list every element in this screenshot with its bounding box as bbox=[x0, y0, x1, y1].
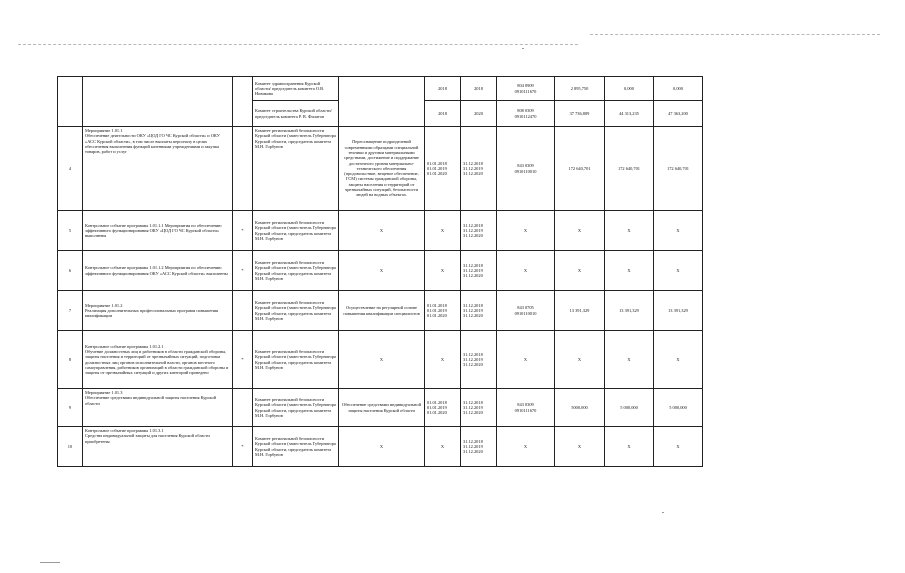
end-date-cell: 31.12.2018 31.12.2019 31.12.2020 bbox=[461, 291, 497, 331]
responsible-cell: Комитет региональной безопасности Курской области (заместитель Губернатора Курской области, председатель комитета М.Н. Горбунов bbox=[253, 389, 339, 427]
table-row bbox=[58, 427, 703, 467]
value-2018-cell: X bbox=[555, 427, 605, 467]
end-date-cell: 31.12.2018 31.12.2019 31.12.2020 bbox=[461, 251, 497, 291]
responsible-cell: Комитет региональной безопасности Курской области (заместитель Губернатора Курской области, председатель комитета М.Н. Горбунов bbox=[253, 291, 339, 331]
start-date-cell: 01.01.2018 01.01.2019 01.01.2020 bbox=[425, 127, 461, 211]
start-date-cell: X bbox=[425, 427, 461, 467]
start-date-cell: X bbox=[425, 331, 461, 389]
start-date-cell: X bbox=[425, 211, 461, 251]
event-cell: Мероприятие 1.01.1 Обеспечение деятельности ОКУ «ЦОД ГО ЧС Курской области» и ОКУ «АСС Курской области», в том числе выплаты персоналу в целях обеспечения выполнения функций казенными учреждениями и закупка товаров, работ и услуг bbox=[83, 127, 233, 211]
kbk-cell: 808 0309 0910112470 bbox=[497, 101, 555, 127]
table-row bbox=[58, 331, 703, 389]
scan-speck bbox=[40, 562, 60, 563]
event-cell: Контрольное событие программы 1.01.3.1 Средства индивидуальной защиты для населения Курской области приобретены bbox=[83, 427, 233, 467]
row-number: 10 bbox=[58, 427, 83, 467]
event-cell: Мероприятие 1.01.2 Реализация дополнительных профессиональных программ повышения квалификации bbox=[83, 291, 233, 331]
dash-cell bbox=[233, 389, 253, 427]
row-number: 4 bbox=[58, 127, 83, 211]
result-cell: X bbox=[339, 427, 425, 467]
end-date-cell: 31.12.2018 31.12.2019 31.12.2020 bbox=[461, 211, 497, 251]
responsible-cell: Комитет региональной безопасности Курской области (заместитель Губернатора Курской области, председатель комитета М.Н. Горбунов bbox=[253, 427, 339, 467]
responsible-cell: Комитет здравоохранения Курской области/ председатель комитета О.В. Новикова bbox=[253, 77, 339, 101]
end-date-cell: 31.12.2018 31.12.2019 31.12.2020 bbox=[461, 127, 497, 211]
value-2019-cell: 13 391,329 bbox=[605, 291, 654, 331]
kbk-cell: 843 0705 0910110010 bbox=[497, 291, 555, 331]
scan-speck bbox=[662, 512, 664, 513]
scan-speck bbox=[522, 48, 524, 49]
dash-cell bbox=[233, 291, 253, 331]
result-cell: X bbox=[339, 331, 425, 389]
value-2019-cell: X bbox=[605, 331, 654, 389]
value-2020-cell: X bbox=[654, 427, 703, 467]
start-year-cell: 2018 bbox=[425, 77, 461, 101]
kbk-cell: X bbox=[497, 427, 555, 467]
result-cell: Переоснащение подразделений современными образцами специальной техники и другими материальными средствами, достижение и поддержание достаточного уровня материально-технического обеспечения (продовольствие, вещевое обеспечение, ГСМ) системы гражданской обороны, защиты населения и территорий от чрезвычайных ситуаций, безопасности людей на водных объектах. bbox=[339, 127, 425, 211]
responsible-cell: Комитет строительства Курской области/ председатель комитета Р. В. Филатов bbox=[253, 101, 339, 127]
value-2018-cell: X bbox=[555, 331, 605, 389]
event-cell bbox=[83, 77, 233, 127]
value-2018-cell: X bbox=[555, 211, 605, 251]
value-2020-cell: 47 363,200 bbox=[654, 101, 703, 127]
end-date-cell: 31.12.2018 31.12.2019 31.12.2020 bbox=[461, 389, 497, 427]
end-date-cell: 31.12.2018 31.12.2019 31.12.2020 bbox=[461, 331, 497, 389]
row-number bbox=[58, 77, 83, 127]
dash-cell: * bbox=[233, 251, 253, 291]
result-cell: X bbox=[339, 251, 425, 291]
value-2018-cell: 5000,000 bbox=[555, 389, 605, 427]
value-2018-cell: 2 895,750 bbox=[555, 77, 605, 101]
kbk-cell: 804 0909 0910111670 bbox=[497, 77, 555, 101]
dash-cell bbox=[233, 127, 253, 211]
value-2018-cell: 37 736,809 bbox=[555, 101, 605, 127]
value-2020-cell: 5 000,000 bbox=[654, 389, 703, 427]
scan-artifact-line bbox=[590, 34, 880, 35]
value-2019-cell: 44 313,235 bbox=[605, 101, 654, 127]
event-cell: Контрольное событие программы 1.01.1.1 Мероприятия по обеспечению эффективного функционирования ОКУ «ЦОД ГО ЧС Курской области» выполнены bbox=[83, 211, 233, 251]
dash-cell: * bbox=[233, 427, 253, 467]
table-row bbox=[58, 77, 703, 101]
value-2019-cell: 5 000,000 bbox=[605, 389, 654, 427]
value-2018-cell: X bbox=[555, 251, 605, 291]
result-cell: Обеспечение средствами индивидуальной защиты населения Курской области bbox=[339, 389, 425, 427]
value-2019-cell: 172 640,701 bbox=[605, 127, 654, 211]
table-row bbox=[58, 389, 703, 427]
value-2020-cell: X bbox=[654, 211, 703, 251]
kbk-cell: 843 0309 0910110010 bbox=[497, 127, 555, 211]
row-number: 5 bbox=[58, 211, 83, 251]
end-date-cell: 31.12.2018 31.12.2019 31.12.2020 bbox=[461, 427, 497, 467]
result-cell bbox=[339, 77, 425, 127]
end-year-cell: 2018 bbox=[461, 77, 497, 101]
value-2020-cell: 172 640,701 bbox=[654, 127, 703, 211]
table-row bbox=[58, 291, 703, 331]
value-2018-cell: 13 391,329 bbox=[555, 291, 605, 331]
dash-cell: * bbox=[233, 211, 253, 251]
value-2020-cell: 13 391,329 bbox=[654, 291, 703, 331]
row-number: 9 bbox=[58, 389, 83, 427]
event-cell: Контрольное событие программы 1.01.1.2 Мероприятия по обеспечению эффективного функционирования ОКУ «АСС Курской области» выполнены bbox=[83, 251, 233, 291]
document-page bbox=[57, 76, 702, 469]
table-row bbox=[58, 127, 703, 211]
kbk-cell: X bbox=[497, 251, 555, 291]
start-date-cell: X bbox=[425, 251, 461, 291]
dash-cell: * bbox=[233, 331, 253, 389]
row-number: 6 bbox=[58, 251, 83, 291]
value-2019-cell: X bbox=[605, 251, 654, 291]
row-number: 8 bbox=[58, 331, 83, 389]
kbk-cell: X bbox=[497, 331, 555, 389]
end-year-cell: 2020 bbox=[461, 101, 497, 127]
event-cell: Мероприятие 1.01.3 Обеспечение средствами индивидуальной защиты населения Курской области bbox=[83, 389, 233, 427]
value-2018-cell: 172 640,701 bbox=[555, 127, 605, 211]
result-cell: Осуществление на регулярной основе повышения квалификации специалистов bbox=[339, 291, 425, 331]
responsible-cell: Комитет региональной безопасности Курской области (заместитель Губернатора Курской области, председатель комитета М.Н. Горбунов bbox=[253, 251, 339, 291]
responsible-cell: Комитет региональной безопасности Курской области (заместитель Губернатора Курской области, председатель комитета М.Н. Горбунов bbox=[253, 331, 339, 389]
value-2020-cell: X bbox=[654, 251, 703, 291]
kbk-cell: 843 0309 0910111670 bbox=[497, 389, 555, 427]
scan-artifact-line bbox=[18, 44, 578, 45]
program-events-table bbox=[57, 76, 703, 467]
start-date-cell: 01.01.2018 01.01.2019 01.01.2020 bbox=[425, 389, 461, 427]
kbk-cell: X bbox=[497, 211, 555, 251]
value-2020-cell: 0,000 bbox=[654, 77, 703, 101]
event-cell: Контрольное событие программы 1.01.2.1 Обучение должностных лиц и работников в области гражданской обороны, защиты населения и территорий от чрезвычайных ситуаций, подготовка должностных лиц органов исполнительной власти, органов местного самоуправления, работников организаций в области гражданской обороны и защиты от чрезвычайных ситуаций и других категорий проведено bbox=[83, 331, 233, 389]
responsible-cell: Комитет региональной безопасности Курской области (заместитель Губернатора Курской области, председатель комитета М.Н. Горбунов bbox=[253, 127, 339, 211]
value-2019-cell: X bbox=[605, 211, 654, 251]
responsible-cell: Комитет региональной безопасности Курской области (заместитель Губернатора Курской области, председатель комитета М.Н. Горбунов bbox=[253, 211, 339, 251]
value-2020-cell: X bbox=[654, 331, 703, 389]
value-2019-cell: 0,000 bbox=[605, 77, 654, 101]
table-row bbox=[58, 211, 703, 251]
row-number: 7 bbox=[58, 291, 83, 331]
value-2019-cell: X bbox=[605, 427, 654, 467]
dash-cell bbox=[233, 77, 253, 127]
start-date-cell: 01.01.2018 01.01.2019 01.01.2020 bbox=[425, 291, 461, 331]
table-row bbox=[58, 251, 703, 291]
result-cell: X bbox=[339, 211, 425, 251]
start-year-cell: 2018 bbox=[425, 101, 461, 127]
